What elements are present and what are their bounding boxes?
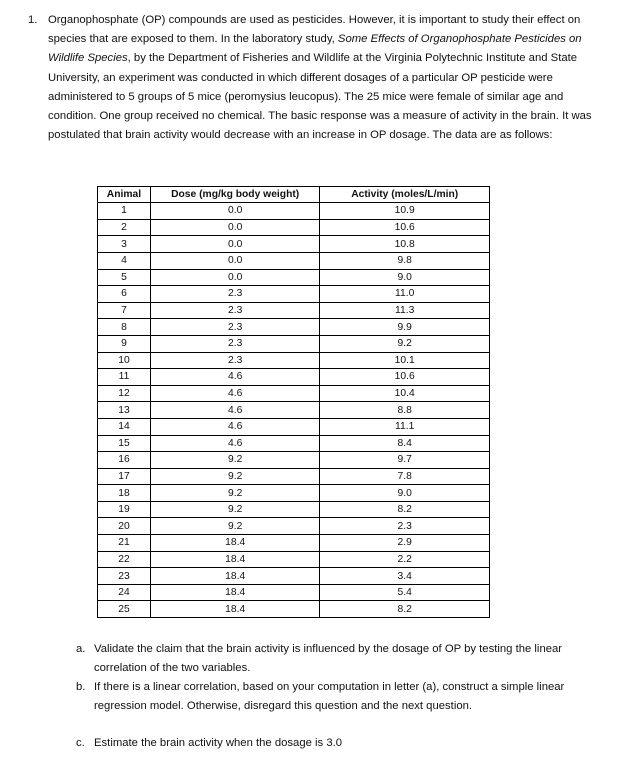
cell-dose: 0.0	[150, 269, 319, 286]
cell-activity: 3.4	[320, 568, 490, 585]
cell-animal: 19	[98, 501, 151, 518]
subquestion-letter: c.	[76, 737, 85, 749]
cell-dose: 4.6	[150, 369, 319, 386]
cell-activity: 10.8	[320, 236, 490, 253]
table-row	[98, 501, 490, 518]
cell-animal: 5	[98, 269, 151, 286]
cell-animal: 10	[98, 352, 151, 369]
cell-animal: 6	[98, 286, 151, 303]
cell-activity: 10.4	[320, 385, 490, 402]
cell-animal: 17	[98, 468, 151, 485]
cell-animal: 18	[98, 485, 151, 502]
cell-animal: 21	[98, 535, 151, 552]
cell-animal: 13	[98, 402, 151, 419]
cell-dose: 2.3	[150, 302, 319, 319]
table-row	[98, 568, 490, 585]
header-dose: Dose (mg/kg body weight)	[150, 187, 319, 203]
question-text-rest: , by the Department of Fisheries and Wildlife at the Virginia Polytechnic Institute and State University, an experiment was conducted in which different dosages of a particular OP pesticide were administered to 5 groups of 5 mice (peromysius leucopus). The 25 mice were female of similar age and condition. One group received no chemical. The basic response was a measure of activity in the brain. It was postulated that brain activity would decrease with an increase in OP dosage. The data are as follows:	[48, 52, 592, 142]
table-row	[98, 551, 490, 568]
cell-activity: 2.3	[320, 518, 490, 535]
cell-activity: 9.2	[320, 335, 490, 352]
cell-dose: 9.2	[150, 468, 319, 485]
subquestion-text: Estimate the brain activity when the dosage is 3.0	[94, 737, 343, 749]
cell-animal: 14	[98, 418, 151, 435]
cell-animal: 25	[98, 601, 151, 618]
cell-dose: 18.4	[150, 535, 319, 552]
table-row	[98, 302, 490, 319]
subquestion-b	[76, 678, 576, 715]
table-row	[98, 584, 490, 601]
subquestion-text: Validate the claim that the brain activity is influenced by the dosage of OP by testing the linear correlation of the two variables.	[94, 643, 563, 674]
question-text-intro: Organophosphate (OP) compounds are used as pesticides. However, it is important to study their effect on species that are exposed to them. In the laboratory study,	[48, 14, 581, 46]
table-row	[98, 435, 490, 452]
cell-activity: 9.9	[320, 319, 490, 336]
cell-dose: 9.2	[150, 485, 319, 502]
table-row	[98, 319, 490, 336]
cell-animal: 4	[98, 252, 151, 269]
cell-dose: 18.4	[150, 568, 319, 585]
table-row	[98, 518, 490, 535]
cell-activity: 8.2	[320, 501, 490, 518]
table-header-row	[98, 187, 490, 203]
question-block	[28, 11, 598, 145]
table-row	[98, 385, 490, 402]
cell-dose: 18.4	[150, 601, 319, 618]
cell-animal: 8	[98, 319, 151, 336]
cell-dose: 18.4	[150, 584, 319, 601]
cell-animal: 24	[98, 584, 151, 601]
subquestion-text: If there is a linear correlation, based on your computation in letter (a), construct a simple linear regression model. Otherwise, disregard this question and the next question.	[94, 681, 565, 712]
cell-activity: 10.6	[320, 219, 490, 236]
subquestion-letter: b.	[76, 681, 86, 693]
cell-activity: 8.8	[320, 402, 490, 419]
table-row	[98, 335, 490, 352]
cell-animal: 9	[98, 335, 151, 352]
cell-activity: 11.3	[320, 302, 490, 319]
cell-activity: 9.0	[320, 269, 490, 286]
cell-dose: 4.6	[150, 402, 319, 419]
cell-dose: 9.2	[150, 518, 319, 535]
table-row	[98, 535, 490, 552]
cell-activity: 2.9	[320, 535, 490, 552]
cell-dose: 0.0	[150, 203, 319, 220]
cell-dose: 9.2	[150, 501, 319, 518]
cell-animal: 3	[98, 236, 151, 253]
table-row	[98, 468, 490, 485]
table-body	[98, 203, 490, 618]
cell-animal: 2	[98, 219, 151, 236]
cell-dose: 2.3	[150, 352, 319, 369]
table-row	[98, 601, 490, 618]
cell-activity: 7.8	[320, 468, 490, 485]
table-row	[98, 236, 490, 253]
cell-dose: 4.6	[150, 435, 319, 452]
cell-dose: 0.0	[150, 236, 319, 253]
cell-activity: 9.7	[320, 452, 490, 469]
cell-dose: 2.3	[150, 335, 319, 352]
table-row	[98, 252, 490, 269]
cell-dose: 4.6	[150, 385, 319, 402]
cell-animal: 20	[98, 518, 151, 535]
question-number: 1.	[28, 14, 38, 26]
table-row	[98, 452, 490, 469]
subquestion-a	[76, 640, 576, 677]
question-text	[48, 11, 598, 145]
table-row	[98, 418, 490, 435]
table-row	[98, 402, 490, 419]
cell-animal: 23	[98, 568, 151, 585]
cell-activity: 9.8	[320, 252, 490, 269]
cell-animal: 7	[98, 302, 151, 319]
cell-activity: 5.4	[320, 584, 490, 601]
table-row	[98, 369, 490, 386]
cell-activity: 10.1	[320, 352, 490, 369]
cell-dose: 0.0	[150, 219, 319, 236]
subquestion-c	[76, 734, 576, 753]
cell-animal: 22	[98, 551, 151, 568]
cell-dose: 4.6	[150, 418, 319, 435]
table-row	[98, 352, 490, 369]
cell-dose: 2.3	[150, 286, 319, 303]
table-row	[98, 269, 490, 286]
table-row	[98, 219, 490, 236]
cell-activity: 2.2	[320, 551, 490, 568]
cell-activity: 10.9	[320, 203, 490, 220]
cell-activity: 9.0	[320, 485, 490, 502]
cell-animal: 11	[98, 369, 151, 386]
cell-animal: 16	[98, 452, 151, 469]
cell-animal: 12	[98, 385, 151, 402]
cell-animal: 15	[98, 435, 151, 452]
cell-animal: 1	[98, 203, 151, 220]
subquestion-letter: a.	[76, 643, 86, 655]
cell-dose: 0.0	[150, 252, 319, 269]
table-row	[98, 286, 490, 303]
cell-activity: 10.6	[320, 369, 490, 386]
cell-activity: 8.4	[320, 435, 490, 452]
table-row	[98, 485, 490, 502]
header-activity: Activity (moles/L/min)	[320, 187, 490, 203]
study-title: Some Effects of Organophosphate Pesticides on Wildlife Species	[48, 33, 582, 65]
cell-dose: 2.3	[150, 319, 319, 336]
table-row	[98, 203, 490, 220]
data-table	[97, 186, 490, 618]
cell-activity: 11.1	[320, 418, 490, 435]
cell-dose: 18.4	[150, 551, 319, 568]
cell-activity: 8.2	[320, 601, 490, 618]
cell-activity: 11.0	[320, 286, 490, 303]
header-animal: Animal	[98, 187, 151, 203]
cell-dose: 9.2	[150, 452, 319, 469]
